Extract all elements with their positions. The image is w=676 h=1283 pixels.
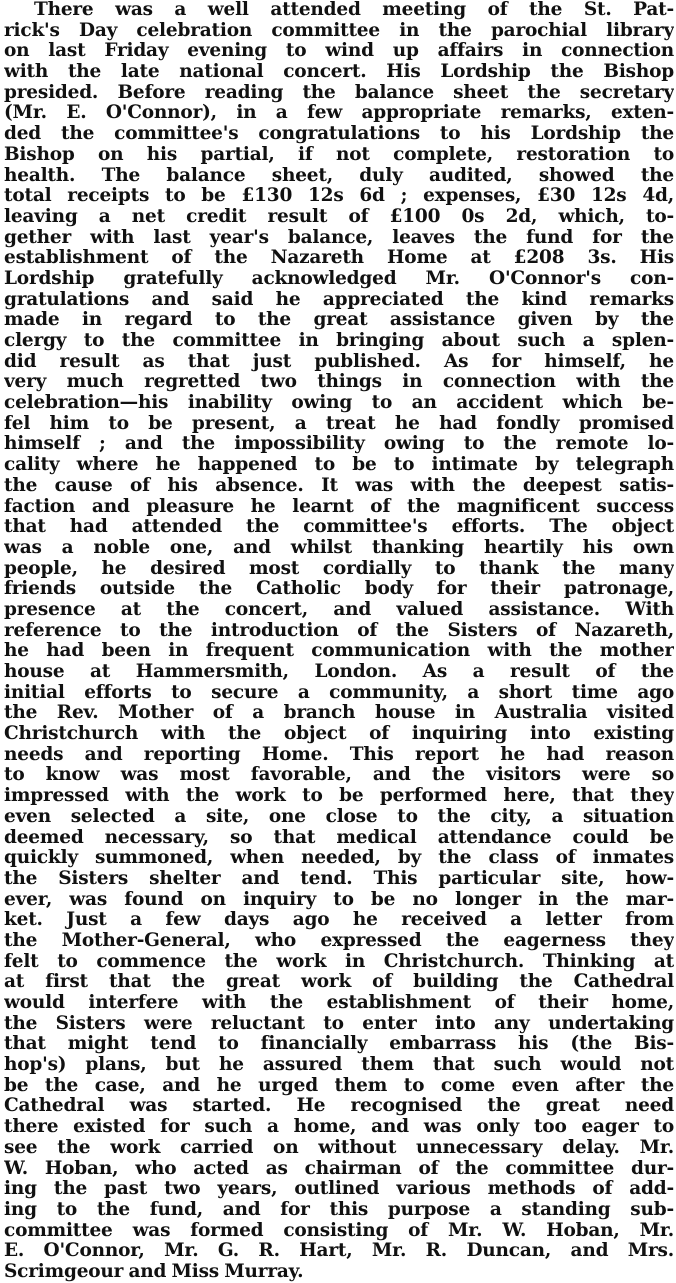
article-line: felt to commence the work in Christchurch. Thinking at — [4, 951, 674, 972]
article-line: health. The balance sheet, duly audited, showed the — [4, 165, 674, 186]
article-line: himself ; and the impossibility owing to the remote lo- — [4, 434, 674, 455]
article-line: cality where he happened to be to intimate by telegraph — [4, 455, 674, 476]
article-line: W. Hoban, who acted as chairman of the committee dur- — [4, 1158, 674, 1179]
article-line: There was a well attended meeting of the St. Pat- — [34, 0, 674, 20]
article-line: Christchurch with the object of inquiring into existing — [4, 724, 674, 745]
article-line: the Sisters shelter and tend. This particular site, how- — [4, 868, 674, 889]
article-line: the Rev. Mother of a branch house in Australia visited — [4, 703, 674, 724]
article-line: E. O'Connor, Mr. G. R. Hart, Mr. R. Duncan, and Mrs. — [4, 1241, 674, 1262]
article-line: total receipts to be £130 12s 6d ; expenses, £30 12s 4d, — [4, 186, 674, 207]
article-line: ket. Just a few days ago he received a letter from — [4, 910, 674, 931]
article-line: fel him to be present, a treat he had fondly promised — [4, 413, 674, 434]
article-line: leaving a net credit result of £100 0s 2d, which, to- — [4, 206, 674, 227]
article-line: at first that the great work of building the Cathedral — [4, 972, 674, 993]
article-line: celebration—his inability owing to an accident which be- — [4, 393, 674, 414]
article-line: made in regard to the great assistance given by the — [4, 310, 674, 331]
article-line: the Sisters were reluctant to enter into any undertaking — [4, 1013, 674, 1034]
article-line: very much regretted two things in connection with the — [4, 372, 674, 393]
article-line: initial efforts to secure a community, a short time ago — [4, 682, 674, 703]
article-line: ing the past two years, outlined various methods of add- — [4, 1179, 674, 1200]
article-line: would interfere with the establishment of their home, — [4, 993, 674, 1013]
article-line: Lordship gratefully acknowledged Mr. O'Connor's con- — [4, 268, 674, 289]
newspaper-clipping — [4, 0, 674, 1282]
article-line: deemed necessary, so that medical attendance could be — [4, 827, 674, 848]
article-line: that might tend to financially embarrass his (the Bis- — [4, 1034, 674, 1055]
article-line: even selected a site, one close to the city, a situation — [4, 806, 674, 827]
article-line: (Mr. E. O'Connor), in a few appropriate remarks, exten- — [4, 103, 674, 124]
article-line: see the work carried on without unnecessary delay. Mr. — [4, 1137, 674, 1158]
article-line: friends outside the Catholic body for their patronage, — [4, 579, 674, 600]
article-line: ever, was found on inquiry to be no longer in the mar- — [4, 889, 674, 910]
article-line: people, he desired most cordially to thank the many — [4, 558, 674, 579]
article-line: Cathedral was started. He recognised the great need — [4, 1096, 674, 1117]
article-line: gether with last year's balance, leaves the fund for the — [4, 227, 674, 248]
article-line: with the late national concert. His Lordship the Bishop — [4, 62, 674, 83]
article-line: presided. Before reading the balance sheet the secretary — [4, 82, 674, 103]
article-line: rick's Day celebration committee in the parochial library — [4, 20, 674, 41]
article-line: gratulations and said he appreciated the kind remarks — [4, 289, 674, 310]
article-line: the Mother-General, who expressed the eagerness they — [4, 930, 674, 951]
article-line: the cause of his absence. It was with the deepest satis- — [4, 475, 674, 496]
article-line: quickly summoned, when needed, by the class of inmates — [4, 848, 674, 869]
article-line: ded the committee's congratulations to his Lordship the — [4, 124, 674, 145]
article-line: committee was formed consisting of Mr. W. Hoban, Mr. — [4, 1220, 674, 1241]
article-line: Bishop on his partial, if not complete, restoration to — [4, 144, 674, 165]
article-line: hop's) plans, but he assured them that such would not — [4, 1055, 674, 1076]
article-line: be the case, and he urged them to come even after the — [4, 1075, 674, 1096]
article-line: on last Friday evening to wind up affairs in connection — [4, 41, 674, 62]
article-line: clergy to the committee in bringing about such a splen- — [4, 331, 674, 351]
article-line: faction and pleasure he learnt of the magnificent success — [4, 496, 674, 517]
article-line: that had attended the committee's efforts. The object — [4, 517, 674, 538]
article-line: establishment of the Nazareth Home at £208 3s. His — [4, 248, 674, 269]
article-line: there existed for such a home, and was only too eager to — [4, 1117, 674, 1138]
article-line: to know was most favorable, and the visitors were so — [4, 765, 674, 786]
article-line: presence at the concert, and valued assistance. With — [4, 599, 674, 620]
article-line: impressed with the work to be performed here, that they — [4, 786, 674, 807]
article-line: did result as that just published. As for himself, he — [4, 351, 674, 372]
article-line: he had been in frequent communication with the mother — [4, 641, 674, 662]
article-line: was a noble one, and whilst thanking heartily his own — [4, 537, 674, 558]
article-body — [4, 0, 674, 1283]
article-line: needs and reporting Home. This report he had reason — [4, 744, 674, 765]
article-line: house at Hammersmith, London. As a result of the — [4, 662, 674, 682]
article-line: Scrimgeour and Miss Murray. — [4, 1261, 304, 1282]
article-line: reference to the introduction of the Sisters of Nazareth, — [4, 620, 674, 641]
article-line: ing to the fund, and for this purpose a standing sub- — [4, 1199, 674, 1220]
